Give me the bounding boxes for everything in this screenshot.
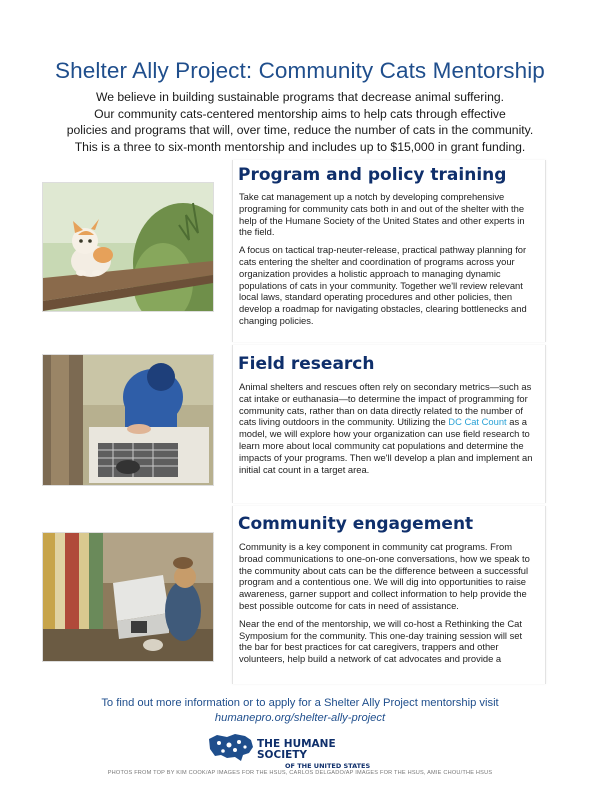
- paragraph: Community is a key component in community cat programs. From broad communications to one-on-one conversations, how we speak to the community about cats can be the difference between a successful program and a contentious one. We will dig into opportunities to raise awareness, garner support and collect information to help provide the best possible outcome for cats in need of assistance.: [239, 541, 530, 611]
- photo-cat-on-railing: [42, 182, 214, 312]
- section-body-community: [239, 541, 537, 681]
- section-heading-community: Community engagement: [238, 514, 474, 534]
- footer-cta: [0, 696, 600, 726]
- footer-cta-text: To find out more information or to apply for a Shelter Ally Project mentorship visit: [101, 697, 499, 709]
- paragraph: Take cat management up a notch by developing comprehensive programing for community cats both in and out of the shelter with the help of the Humane Society of the United States and other experts in the field.: [239, 191, 525, 238]
- section-heading-field: Field research: [238, 354, 375, 374]
- paragraph: [239, 381, 537, 475]
- intro-line: This is a three to six-month mentorship and includes up to $15,000 in grant funding.: [74, 139, 526, 154]
- paragraph: A focus on tactical trap-neuter-release, practical pathway planning for cats entering the shelter and coordination of programs across your organization provides a holistic approach to managing dynamic populations of cats in your community. Together we'll review relevant local laws, standard operating procedures and other policies, then develop a roadmap for navigating obstacles, clearing bottlenecks and changing policies.: [239, 244, 527, 326]
- logo-line1: THE HUMANE SOCIETY: [257, 738, 336, 761]
- hsus-logo: [207, 731, 373, 770]
- section-heading-program: Program and policy training: [238, 165, 507, 185]
- intro-text: [40, 89, 560, 155]
- intro-line: policies and programs that will, over time, reduce the number of cats in the community.: [66, 123, 534, 137]
- footer-url-link[interactable]: humanepro.org/shelter-ally-project: [214, 712, 386, 724]
- page-title: Shelter Ally Project: Community Cats Mentorship: [55, 58, 545, 83]
- photo-field-research: [42, 354, 214, 486]
- section-body-program: [239, 191, 537, 333]
- section-body-field: [239, 381, 537, 481]
- paragraph-text: Animal shelters and rescues often rely on secondary metrics—such as cat intake or euthanasia—to determine the impact of programming for community cats, rather than on data directly related to the number of cats living outdoors in the community. Utilizing the: [239, 381, 532, 428]
- intro-line: We believe in building sustainable programs that decrease animal suffering.: [95, 90, 505, 104]
- photo-community-engagement: [42, 532, 214, 662]
- dc-cat-count-link[interactable]: DC Cat Count: [448, 416, 507, 428]
- paragraph-text: as a model, we will explore how your organization can use field research to learn more about local community cat populations and determine the impacts of your programs. Then we'll develop a plan and implement an initial cat count in a target area.: [239, 416, 533, 475]
- logo-text: [257, 739, 373, 772]
- photo-credits: PHOTOS FROM TOP BY KIM COOK/AP IMAGES FOR THE HSUS, CARLOS DELGADO/AP IMAGES FOR THE HSUS, AMIE CHOU/THE HSUS: [107, 770, 493, 776]
- intro-line: Our community cats-centered mentorship aims to help cats through effective: [94, 106, 506, 121]
- paragraph: Near the end of the mentorship, we will co-host a Rethinking the Cat Symposium for the community. This one-day training session will set the bar for best practices for cat caregivers, trappers and other volunteers, help build a network of cat advocates and provide a: [239, 617, 523, 665]
- logo-line2: OF THE UNITED STATES: [285, 762, 371, 770]
